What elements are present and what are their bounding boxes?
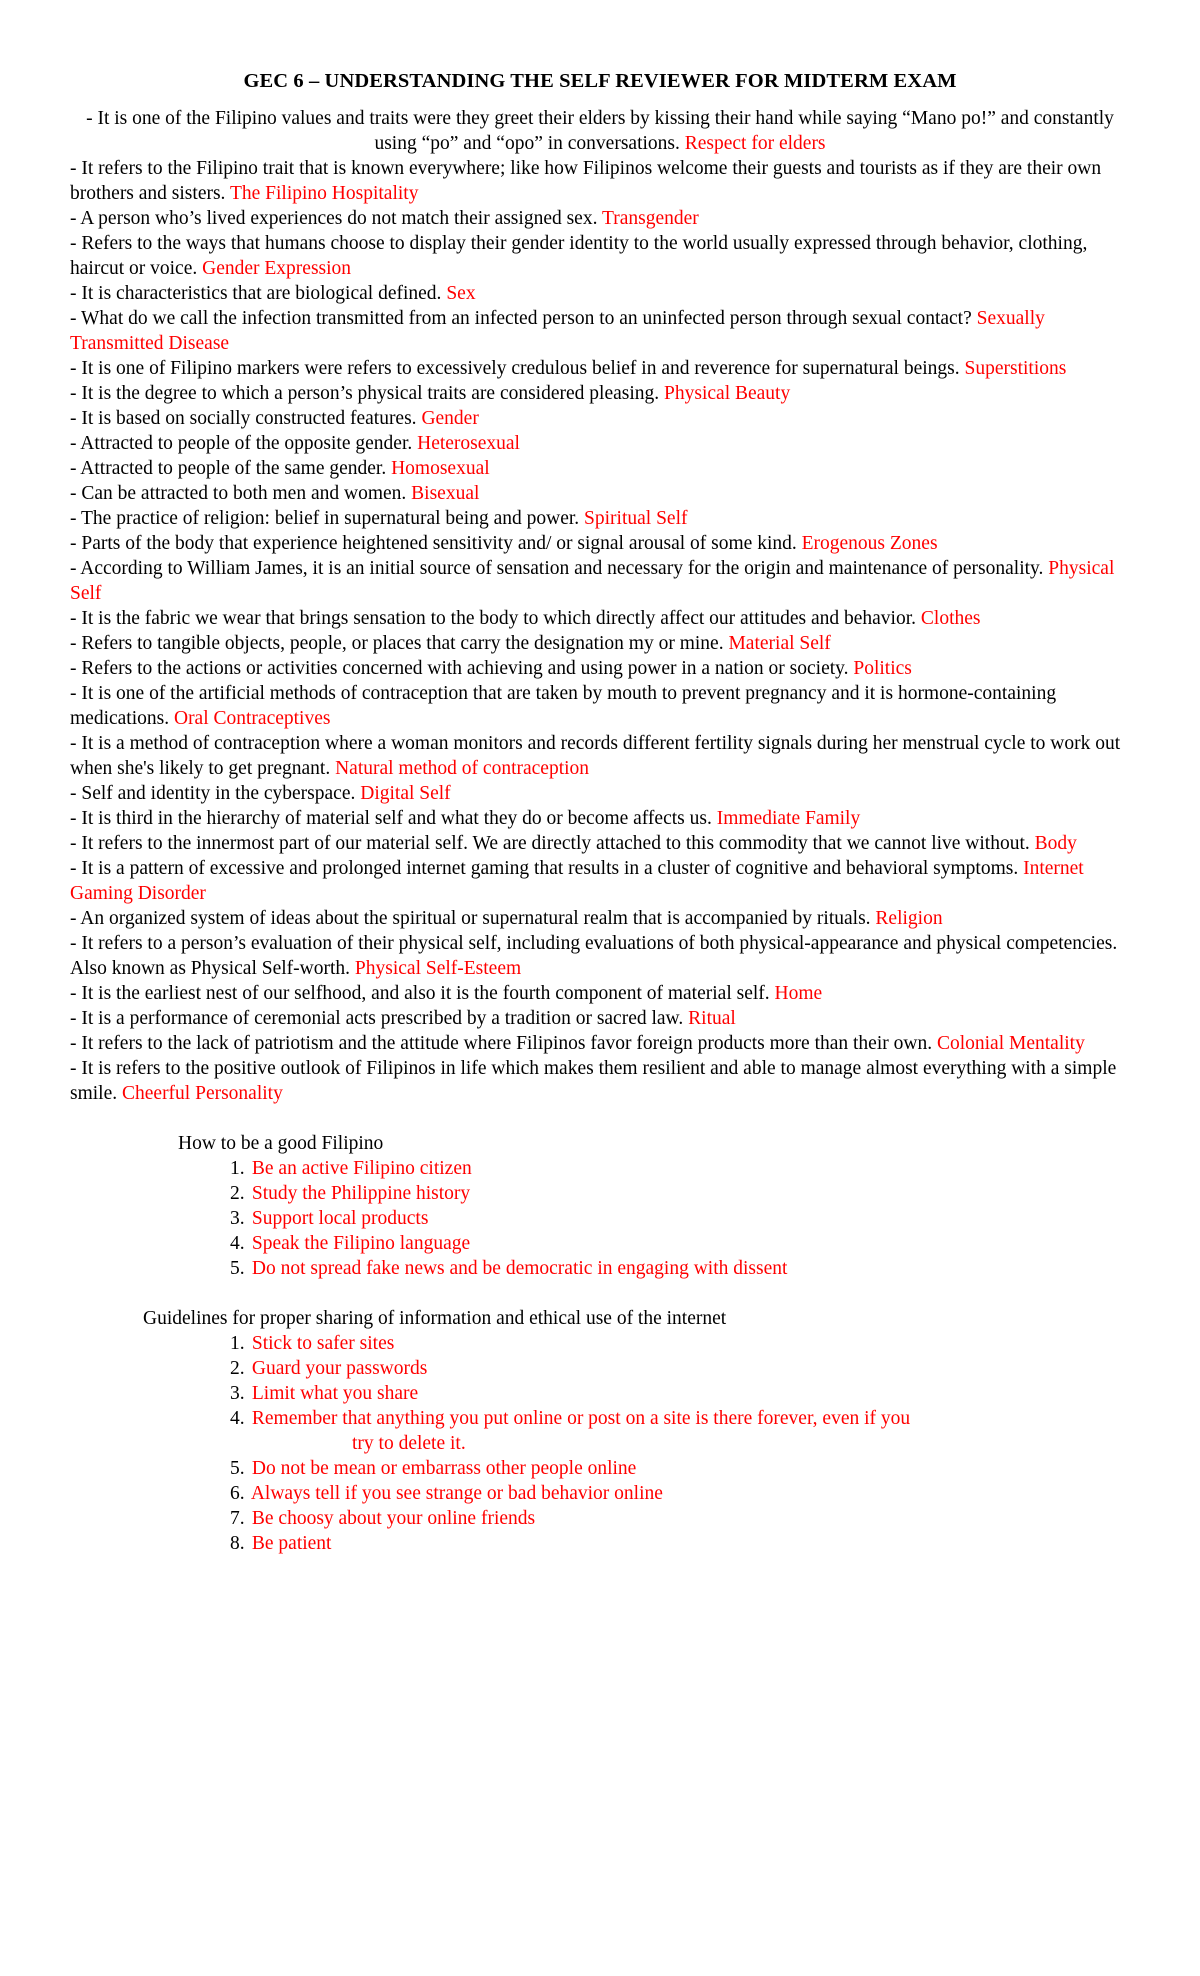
question-text: - Self and identity in the cyberspace. [70, 783, 356, 804]
guideline-item [230, 1381, 1130, 1406]
list-number: 8. [230, 1533, 245, 1554]
answer-text: Superstitions [964, 358, 1067, 379]
guideline-item [230, 1406, 1130, 1456]
question-text: - Parts of the body that experience heightened sensitivity and/ or signal arousal of some kind. [70, 533, 797, 554]
qa-item [70, 981, 1130, 1006]
answer-text: Natural method of contraception [335, 758, 590, 779]
qa-item [70, 231, 1130, 281]
answer-text: Body [1034, 833, 1077, 854]
question-text: - According to William James, it is an initial source of sensation and necessary for the origin and maintenance of personality. [70, 558, 1044, 579]
good-filipino-list [178, 1156, 1130, 1281]
question-text: - It is one of the Filipino values and traits were they greet their elders by kissing their hand while saying “Mano po!” and constantly using “po” and “opo” in conversations. [86, 108, 1114, 154]
list-text: Study the Philippine history [251, 1183, 471, 1204]
answer-text: Gender [421, 408, 479, 429]
good-filipino-heading: How to be a good Filipino [178, 1133, 384, 1154]
answer-text: Digital Self [360, 783, 451, 804]
question-text: - It is one of Filipino markers were refers to excessively credulous belief in and reverence for supernatural beings. [70, 358, 960, 379]
document-title: GEC 6 – UNDERSTANDING THE SELF REVIEWER FOR MIDTERM EXAM [243, 70, 957, 92]
list-number: 3. [230, 1208, 245, 1229]
qa-item [70, 556, 1130, 606]
question-text: - It is the degree to which a person’s physical traits are considered pleasing. [70, 383, 660, 404]
good-filipino-section [70, 1131, 1130, 1281]
question-text: - It is based on socially constructed features. [70, 408, 417, 429]
question-text: - It is the earliest nest of our selfhood, and also it is the fourth component of material self. [70, 983, 770, 1004]
question-text: - Refers to the actions or activities concerned with achieving and using power in a nation or society. [70, 658, 849, 679]
list-number: 5. [230, 1458, 245, 1479]
question-text: - What do we call the infection transmitted from an infected person to an uninfected person through sexual contact? [70, 308, 972, 329]
question-text: - It is the fabric we wear that brings sensation to the body to which directly affect our attitudes and behavior. [70, 608, 917, 629]
qa-item [70, 431, 1130, 456]
qa-item [70, 806, 1130, 831]
qa-item [70, 531, 1130, 556]
qa-item [70, 156, 1130, 206]
qa-item [70, 381, 1130, 406]
good-filipino-item [230, 1256, 1130, 1281]
question-text: - It is one of the artificial methods of contraception that are taken by mouth to prevent pregnancy and it is hormone-containing medications. [70, 683, 1057, 729]
answer-text: Home [774, 983, 823, 1004]
list-number: 2. [230, 1183, 245, 1204]
question-text: - It refers to a person’s evaluation of their physical self, including evaluations of both physical-appearance and physical competencies. Also known as Physical Self-worth. [70, 933, 1118, 979]
guideline-item [230, 1456, 1130, 1481]
question-text: - Refers to tangible objects, people, or places that carry the designation my or mine. [70, 633, 724, 654]
list-number: 4. [230, 1233, 245, 1254]
question-text: - It is a pattern of excessive and prolonged internet gaming that results in a cluster of cognitive and behavioral symptoms. [70, 858, 1019, 879]
qa-item [70, 656, 1130, 681]
qa-item [70, 606, 1130, 631]
question-text: - It is third in the hierarchy of material self and what they do or become affects us. [70, 808, 712, 829]
question-text: - Refers to the ways that humans choose to display their gender identity to the world usually expressed through behavior, clothing, haircut or voice. [70, 233, 1088, 279]
qa-item [70, 781, 1130, 806]
qa-item [70, 931, 1130, 981]
answer-text: Heterosexual [417, 433, 520, 454]
qa-list [70, 106, 1130, 1106]
answer-text: Internet Gaming Disorder [70, 858, 1084, 904]
question-text: - A person who’s lived experiences do not match their assigned sex. [70, 208, 598, 229]
question-text: - It is characteristics that are biological defined. [70, 283, 442, 304]
answer-text: Religion [875, 908, 943, 929]
qa-item [70, 456, 1130, 481]
list-number: 3. [230, 1383, 245, 1404]
guidelines-section [70, 1306, 1130, 1556]
list-text: Stick to safer sites [251, 1333, 395, 1354]
question-text: - It refers to the Filipino trait that is known everywhere; like how Filipinos welcome their guests and tourists as if they are their own brothers and sisters. [70, 158, 1102, 204]
answer-text: Physical Self [70, 558, 1115, 604]
qa-item [70, 356, 1130, 381]
good-filipino-item [230, 1181, 1130, 1206]
qa-item [70, 481, 1130, 506]
question-text: - The practice of religion: belief in supernatural being and power. [70, 508, 580, 529]
list-text: Do not spread fake news and be democratic in engaging with dissent [251, 1258, 788, 1279]
qa-item [70, 406, 1130, 431]
qa-item [70, 731, 1130, 781]
list-number: 1. [230, 1333, 245, 1354]
question-text: - Can be attracted to both men and women. [70, 483, 407, 504]
question-text: - It refers to the innermost part of our material self. We are directly attached to this commodity that we cannot live without. [70, 833, 1030, 854]
qa-item [70, 831, 1130, 856]
list-number: 7. [230, 1508, 245, 1529]
question-text: - It is a performance of ceremonial acts prescribed by a tradition or sacred law. [70, 1008, 684, 1029]
list-text: Speak the Filipino language [251, 1233, 471, 1254]
guideline-item [230, 1531, 1130, 1556]
qa-item [70, 281, 1130, 306]
question-text: - An organized system of ideas about the spiritual or supernatural realm that is accompanied by rituals. [70, 908, 871, 929]
answer-text: Respect for elders [684, 133, 826, 154]
answer-text: Transgender [602, 208, 699, 229]
list-text-continuation: try to delete it. [352, 1433, 466, 1454]
question-text: - Attracted to people of the opposite gender. [70, 433, 413, 454]
list-number: 1. [230, 1158, 245, 1179]
answer-text: The Filipino Hospitality [229, 183, 419, 204]
answer-text: Colonial Mentality [936, 1033, 1085, 1054]
qa-item [70, 506, 1130, 531]
guideline-item [230, 1506, 1130, 1531]
guidelines-heading: Guidelines for proper sharing of information and ethical use of the internet [143, 1308, 727, 1329]
list-text: Guard your passwords [251, 1358, 428, 1379]
list-number: 6. [230, 1483, 245, 1504]
good-filipino-item [230, 1231, 1130, 1256]
qa-item [70, 1031, 1130, 1056]
guideline-item [230, 1481, 1130, 1506]
list-text: Always tell if you see strange or bad behavior online [250, 1483, 663, 1504]
answer-text: Bisexual [411, 483, 480, 504]
answer-text: Physical Self-Esteem [354, 958, 522, 979]
qa-item [70, 306, 1130, 356]
answer-text: Spiritual Self [584, 508, 688, 529]
answer-text: Gender Expression [202, 258, 352, 279]
list-text: Support local products [251, 1208, 429, 1229]
qa-item [70, 631, 1130, 656]
answer-text: Erogenous Zones [801, 533, 938, 554]
qa-item [70, 106, 1130, 156]
list-number: 5. [230, 1258, 245, 1279]
list-number: 4. [230, 1408, 245, 1429]
guidelines-list [143, 1331, 1130, 1556]
good-filipino-item [230, 1206, 1130, 1231]
list-text: Be choosy about your online friends [251, 1508, 536, 1529]
answer-text: Oral Contraceptives [173, 708, 331, 729]
qa-item [70, 856, 1130, 906]
question-text: - It is refers to the positive outlook of Filipinos in life which makes them resilient and able to manage almost everything with a simple smile. [70, 1058, 1117, 1104]
qa-item [70, 1056, 1130, 1106]
question-text: - Attracted to people of the same gender. [70, 458, 387, 479]
qa-item [70, 1006, 1130, 1031]
answer-text: Ritual [688, 1008, 736, 1029]
qa-item [70, 906, 1130, 931]
list-text: Do not be mean or embarrass other people online [251, 1458, 637, 1479]
list-text: Be an active Filipino citizen [251, 1158, 472, 1179]
list-number: 2. [230, 1358, 245, 1379]
guideline-item [230, 1356, 1130, 1381]
qa-item [70, 681, 1130, 731]
list-text: Be patient [251, 1533, 332, 1554]
list-text: Remember that anything you put online or post on a site is there forever, even if you [251, 1408, 911, 1429]
answer-text: Homosexual [391, 458, 490, 479]
answer-text: Politics [853, 658, 912, 679]
guideline-item [230, 1331, 1130, 1356]
answer-text: Physical Beauty [664, 383, 791, 404]
good-filipino-item [230, 1156, 1130, 1181]
answer-text: Clothes [920, 608, 981, 629]
answer-text: Material Self [728, 633, 831, 654]
qa-item [70, 206, 1130, 231]
question-text: - It refers to the lack of patriotism and the attitude where Filipinos favor foreign products more than their own. [70, 1033, 933, 1054]
answer-text: Immediate Family [716, 808, 861, 829]
answer-text: Sex [446, 283, 476, 304]
answer-text: Cheerful Personality [122, 1083, 283, 1104]
answer-text: Sexually Transmitted Disease [70, 308, 1045, 354]
list-text: Limit what you share [251, 1383, 419, 1404]
question-text: - It is a method of contraception where a woman monitors and records different fertility signals during her menstrual cycle to work out when she's likely to get pregnant. [70, 733, 1121, 779]
